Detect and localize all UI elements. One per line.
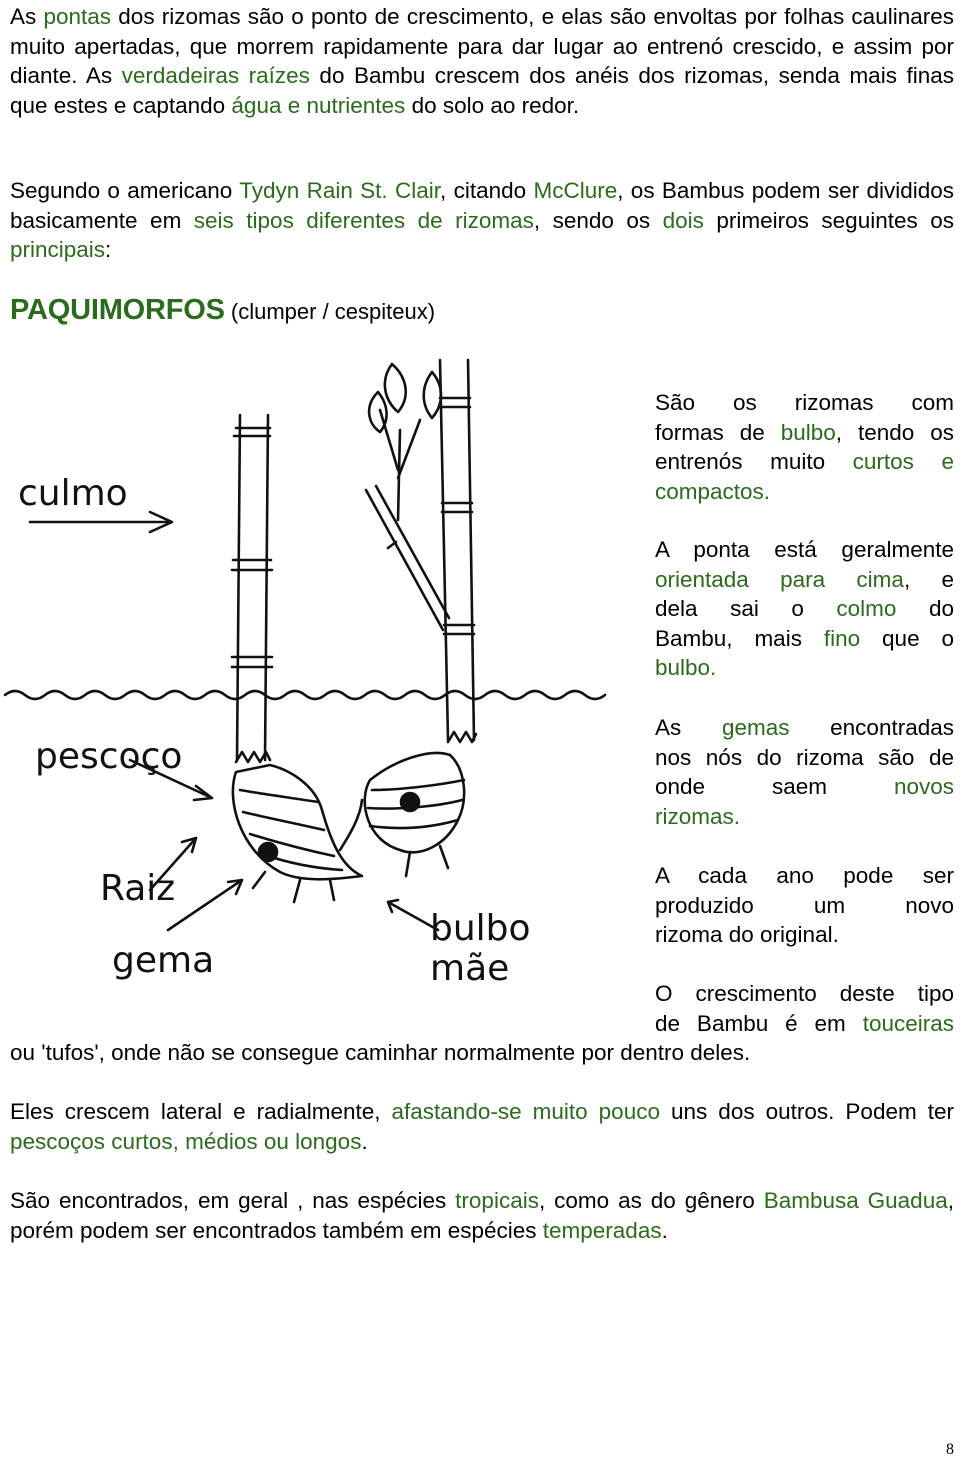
- text-run: do: [896, 596, 954, 622]
- source-paragraph: [10, 176, 954, 265]
- ground-line: [5, 691, 605, 699]
- highlight-run: fino: [823, 625, 861, 651]
- text-run: encontradas: [789, 715, 954, 740]
- text-run: onde saem: [655, 774, 894, 800]
- right-bulb: [340, 753, 464, 876]
- found-paragraph: [10, 1186, 954, 1245]
- text-run: de Bambu é em: [655, 1010, 863, 1036]
- text-run: que o: [860, 625, 954, 651]
- text-run: formas de: [655, 419, 781, 445]
- highlight-run: touceiras: [862, 1010, 954, 1036]
- text-line: compactos.: [655, 478, 771, 504]
- text-run: As: [655, 715, 722, 740]
- label-mae: mãe: [430, 948, 510, 989]
- text-run: Segundo o americano: [10, 178, 240, 203]
- highlight-run: seis tipos diferentes de rizomas: [193, 207, 534, 233]
- side-paragraph-5: [655, 979, 954, 1038]
- section-subtitle: (clumper / cespiteux): [224, 299, 436, 324]
- label-culmo: culmo: [18, 473, 128, 514]
- lateral-paragraph: [10, 1097, 954, 1156]
- text-run: Bambu, mais: [655, 625, 824, 651]
- text-run: , sendo os: [533, 207, 663, 233]
- text-run: dela sai o: [655, 596, 837, 622]
- side-paragraph-3: [655, 713, 954, 831]
- text-run: , como as do gênero: [538, 1188, 764, 1213]
- label-bulbo: bulbo: [430, 908, 531, 949]
- side-paragraph-4: [655, 861, 954, 950]
- text-run: do solo ao redor.: [405, 92, 580, 118]
- text-run: entrenós muito: [655, 449, 853, 475]
- text-line: [655, 624, 954, 654]
- pachymorph-rhizome-drawing: [0, 350, 640, 990]
- text-run: , e: [903, 566, 954, 592]
- text-run: São encontrados, em geral , nas espécies: [10, 1188, 456, 1213]
- text-run: :: [105, 237, 112, 263]
- highlight-run: curtos e: [852, 449, 954, 475]
- text-line: [655, 713, 954, 743]
- highlight-run: colmo: [836, 596, 897, 622]
- text-line: [655, 565, 954, 595]
- highlight-run: água e nutrientes: [231, 92, 406, 118]
- text-run: Eles crescem lateral e radialmente,: [10, 1099, 392, 1124]
- text-line: A cada ano pode ser: [655, 863, 954, 888]
- highlight-run: orientada para cima: [655, 566, 904, 592]
- highlight-run: Bambusa Guadua: [763, 1188, 948, 1213]
- text-run: uns dos outros. Podem ter: [659, 1099, 954, 1124]
- text-run: , porém podem ser encontrados também em espécies: [10, 1188, 954, 1243]
- text-run: .: [661, 1217, 668, 1243]
- left-culm: [232, 415, 272, 762]
- section-heading: [10, 292, 435, 330]
- label-arrows: [30, 512, 438, 930]
- text-line: [655, 447, 954, 477]
- text-run: , tendo os: [835, 419, 954, 445]
- text-line: nos nós do rizoma são de: [655, 744, 954, 770]
- text-run: , citando: [440, 178, 534, 203]
- text-run: , os Bambus podem ser divididos basicamente em: [10, 178, 955, 233]
- text-line: A ponta está geralmente: [655, 537, 954, 562]
- text-run: dos rizomas são o ponto de crescimento, e elas são envoltas por folhas caulinares muito apertadas, que morrem rapidamente para dar lugar ao entrenó crescido, e assim por diante. As: [10, 4, 954, 89]
- text-line: bulbo.: [655, 655, 717, 681]
- tufos-line: ou 'tufos', onde não se consegue caminhar normalmente por dentro deles.: [10, 1040, 751, 1065]
- text-line: produzido um novo: [655, 892, 954, 918]
- highlight-run: pescoços curtos, médios ou longos: [10, 1128, 362, 1154]
- label-gema: gema: [112, 940, 215, 981]
- text-line: rizomas.: [655, 803, 741, 829]
- text-run: As: [10, 4, 44, 29]
- text-run: .: [361, 1128, 368, 1154]
- label-pescoco: pescoço: [35, 736, 183, 777]
- side-paragraph-2: [655, 535, 954, 683]
- text-line: [655, 594, 954, 624]
- text-line: rizoma do original.: [655, 922, 839, 948]
- text-line: [655, 1009, 954, 1039]
- text-line: [655, 772, 954, 802]
- text-run: primeiros seguintes os: [703, 207, 954, 233]
- right-culm: [440, 360, 476, 742]
- page-number: 8: [946, 1441, 954, 1458]
- highlight-run: Tydyn Rain St. Clair: [239, 178, 441, 203]
- text-run: do Bambu crescem dos anéis dos rizomas, senda mais finas que estes e captando: [10, 63, 954, 118]
- highlight-run: bulbo: [780, 419, 836, 445]
- text-line: São os rizomas com: [655, 390, 954, 415]
- side-paragraph-1: [655, 388, 954, 506]
- bamboo-branch: [366, 364, 449, 630]
- highlight-run: tropicais: [455, 1188, 539, 1213]
- highlight-run: afastando-se muito pouco: [391, 1099, 660, 1124]
- text-line: O crescimento deste tipo: [655, 981, 954, 1006]
- highlight-run: principais: [10, 237, 106, 263]
- highlight-run: temperadas: [542, 1217, 662, 1243]
- intro-paragraph: [10, 2, 954, 120]
- label-raiz: Raiz: [100, 868, 176, 909]
- left-bulb: [233, 765, 362, 902]
- highlight-run: gemas: [721, 715, 790, 740]
- highlight-run: novos: [893, 774, 954, 800]
- highlight-run: dois: [662, 207, 704, 233]
- highlight-run: verdadeiras raízes: [121, 63, 310, 89]
- highlight-run: pontas: [43, 4, 112, 29]
- highlight-run: McClure: [533, 178, 618, 203]
- text-line: [655, 418, 954, 448]
- section-title: PAQUIMORFOS: [10, 294, 225, 326]
